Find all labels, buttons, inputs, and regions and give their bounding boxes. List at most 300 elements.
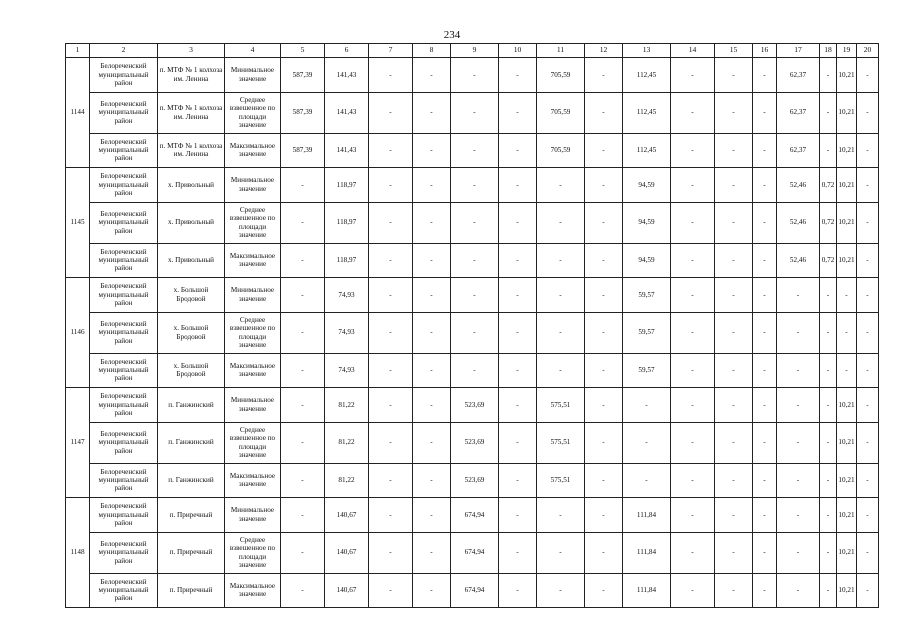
metric-cell: Среднее взвешенное по площади значение — [225, 92, 281, 133]
value-cell: - — [451, 58, 499, 93]
district-cell: Белореченский муниципальный район — [90, 353, 158, 388]
value-cell: 575,51 — [537, 422, 585, 463]
table-row — [66, 133, 879, 168]
value-cell: - — [623, 388, 671, 423]
value-cell: 52,46 — [777, 202, 820, 243]
value-cell: 10,21 — [837, 92, 857, 133]
value-cell: - — [413, 388, 451, 423]
value-cell: 523,69 — [451, 388, 499, 423]
value-cell: - — [777, 573, 820, 608]
value-cell: - — [413, 278, 451, 313]
value-cell: 10,21 — [837, 532, 857, 573]
table-row — [66, 202, 879, 243]
value-cell: - — [857, 168, 879, 203]
table-row — [66, 312, 879, 353]
value-cell: - — [537, 498, 585, 533]
value-cell: - — [671, 58, 715, 93]
value-cell: 94,59 — [623, 202, 671, 243]
value-cell: 575,51 — [537, 463, 585, 498]
metric-cell: Максимальное значение — [225, 353, 281, 388]
value-cell: - — [585, 532, 623, 573]
value-cell: 52,46 — [777, 168, 820, 203]
column-number-header: 2 — [90, 44, 158, 58]
value-cell: - — [671, 92, 715, 133]
locality-cell: п. Приречный — [158, 573, 225, 608]
value-cell: - — [537, 168, 585, 203]
locality-cell: п. Ганжинский — [158, 463, 225, 498]
value-cell: - — [820, 388, 837, 423]
value-cell: 0,72 — [820, 202, 837, 243]
value-cell: - — [820, 312, 837, 353]
value-cell: - — [715, 498, 753, 533]
district-cell: Белореченский муниципальный район — [90, 573, 158, 608]
metric-cell: Минимальное значение — [225, 168, 281, 203]
district-cell: Белореченский муниципальный район — [90, 312, 158, 353]
value-cell: 59,57 — [623, 312, 671, 353]
table-row — [66, 573, 879, 608]
value-cell: - — [820, 532, 837, 573]
value-cell: 118,97 — [325, 243, 369, 278]
value-cell: - — [857, 312, 879, 353]
value-cell: 10,21 — [837, 58, 857, 93]
value-cell: - — [369, 243, 413, 278]
value-cell: - — [837, 312, 857, 353]
value-cell: - — [777, 422, 820, 463]
column-number-header: 17 — [777, 44, 820, 58]
value-cell: - — [537, 312, 585, 353]
metric-cell: Среднее взвешенное по площади значение — [225, 532, 281, 573]
value-cell: - — [451, 243, 499, 278]
value-cell: - — [413, 498, 451, 533]
value-cell: - — [451, 312, 499, 353]
table-row — [66, 388, 879, 423]
value-cell: - — [585, 312, 623, 353]
value-cell: 140,67 — [325, 573, 369, 608]
value-cell: - — [820, 498, 837, 533]
value-cell: 674,94 — [451, 573, 499, 608]
value-cell: - — [585, 243, 623, 278]
district-cell: Белореченский муниципальный район — [90, 388, 158, 423]
value-cell: 587,39 — [281, 92, 325, 133]
metric-cell: Максимальное значение — [225, 243, 281, 278]
value-cell: 705,59 — [537, 58, 585, 93]
value-cell: - — [537, 532, 585, 573]
value-cell: - — [369, 532, 413, 573]
column-number-header: 11 — [537, 44, 585, 58]
value-cell: - — [281, 312, 325, 353]
column-number-header: 5 — [281, 44, 325, 58]
value-cell: - — [820, 573, 837, 608]
value-cell: - — [369, 168, 413, 203]
column-number-header: 8 — [413, 44, 451, 58]
value-cell: 112,45 — [623, 133, 671, 168]
value-cell: - — [753, 353, 777, 388]
value-cell: - — [715, 58, 753, 93]
value-cell: 118,97 — [325, 168, 369, 203]
district-cell: Белореченский муниципальный район — [90, 532, 158, 573]
locality-cell: п. Приречный — [158, 498, 225, 533]
value-cell: - — [715, 168, 753, 203]
value-cell: - — [281, 168, 325, 203]
value-cell: - — [369, 498, 413, 533]
value-cell: - — [369, 58, 413, 93]
value-cell: - — [857, 532, 879, 573]
value-cell: - — [499, 532, 537, 573]
value-cell: - — [715, 422, 753, 463]
district-cell: Белореченский муниципальный район — [90, 422, 158, 463]
value-cell: 59,57 — [623, 353, 671, 388]
value-cell: - — [499, 202, 537, 243]
value-cell: - — [585, 202, 623, 243]
value-cell: - — [715, 92, 753, 133]
value-cell: - — [671, 278, 715, 313]
record-id-cell: 1144 — [66, 58, 90, 168]
column-number-header: 4 — [225, 44, 281, 58]
value-cell: 141,43 — [325, 133, 369, 168]
table-row — [66, 463, 879, 498]
value-cell: - — [837, 278, 857, 313]
value-cell: - — [537, 573, 585, 608]
value-cell: - — [413, 243, 451, 278]
value-cell: - — [413, 353, 451, 388]
value-cell: - — [499, 388, 537, 423]
metric-cell: Среднее взвешенное по площади значение — [225, 202, 281, 243]
district-cell: Белореченский муниципальный район — [90, 278, 158, 313]
value-cell: - — [451, 168, 499, 203]
value-cell: - — [499, 243, 537, 278]
value-cell: - — [369, 463, 413, 498]
value-cell: 62,37 — [777, 92, 820, 133]
value-cell: - — [281, 353, 325, 388]
metric-cell: Максимальное значение — [225, 463, 281, 498]
value-cell: 81,22 — [325, 422, 369, 463]
value-cell: - — [369, 422, 413, 463]
value-cell: - — [671, 573, 715, 608]
value-cell: - — [753, 463, 777, 498]
record-id-cell: 1147 — [66, 388, 90, 498]
value-cell: - — [715, 202, 753, 243]
district-cell: Белореченский муниципальный район — [90, 463, 158, 498]
district-cell: Белореченский муниципальный район — [90, 58, 158, 93]
value-cell: - — [499, 353, 537, 388]
value-cell: - — [451, 92, 499, 133]
value-cell: - — [820, 58, 837, 93]
value-cell: 118,97 — [325, 202, 369, 243]
table-row — [66, 532, 879, 573]
value-cell: - — [753, 243, 777, 278]
value-cell: - — [369, 312, 413, 353]
value-cell: 10,21 — [837, 573, 857, 608]
value-cell: - — [585, 133, 623, 168]
value-cell: - — [753, 498, 777, 533]
value-cell: - — [715, 388, 753, 423]
table-row — [66, 243, 879, 278]
value-cell: - — [857, 573, 879, 608]
column-number-header: 20 — [857, 44, 879, 58]
value-cell: - — [777, 388, 820, 423]
value-cell: 111,84 — [623, 498, 671, 533]
value-cell: - — [451, 202, 499, 243]
value-cell: - — [413, 92, 451, 133]
district-cell: Белореченский муниципальный район — [90, 498, 158, 533]
locality-cell: п. Ганжинский — [158, 388, 225, 423]
value-cell: - — [820, 353, 837, 388]
value-cell: - — [413, 463, 451, 498]
value-cell: - — [777, 532, 820, 573]
value-cell: 10,21 — [837, 133, 857, 168]
value-cell: - — [857, 92, 879, 133]
value-cell: - — [281, 202, 325, 243]
value-cell: - — [623, 422, 671, 463]
value-cell: - — [671, 463, 715, 498]
value-cell: - — [820, 422, 837, 463]
value-cell: - — [671, 532, 715, 573]
page-number: 234 — [443, 29, 461, 41]
value-cell: - — [281, 422, 325, 463]
value-cell: - — [671, 133, 715, 168]
value-cell: - — [281, 573, 325, 608]
value-cell: 112,45 — [623, 92, 671, 133]
value-cell: - — [537, 278, 585, 313]
value-cell: - — [777, 312, 820, 353]
district-cell: Белореченский муниципальный район — [90, 168, 158, 203]
value-cell: - — [585, 498, 623, 533]
value-cell: - — [715, 353, 753, 388]
value-cell: - — [777, 463, 820, 498]
value-cell: - — [715, 133, 753, 168]
value-cell: 111,84 — [623, 573, 671, 608]
metric-cell: Минимальное значение — [225, 58, 281, 93]
value-cell: - — [369, 388, 413, 423]
value-cell: - — [753, 202, 777, 243]
column-number-header: 19 — [837, 44, 857, 58]
value-cell: - — [857, 278, 879, 313]
value-cell: - — [585, 353, 623, 388]
value-cell: - — [369, 353, 413, 388]
value-cell: - — [753, 58, 777, 93]
value-cell: - — [451, 278, 499, 313]
data-table — [65, 43, 879, 608]
value-cell: 94,59 — [623, 243, 671, 278]
record-id-cell: 1148 — [66, 498, 90, 608]
value-cell: - — [585, 278, 623, 313]
value-cell: 10,21 — [837, 422, 857, 463]
value-cell: - — [753, 168, 777, 203]
metric-cell: Среднее взвешенное по площади значение — [225, 422, 281, 463]
value-cell: - — [281, 532, 325, 573]
value-cell: - — [451, 353, 499, 388]
value-cell: - — [585, 168, 623, 203]
value-cell: - — [413, 202, 451, 243]
value-cell: 62,37 — [777, 133, 820, 168]
value-cell: 587,39 — [281, 58, 325, 93]
value-cell: - — [281, 243, 325, 278]
value-cell: - — [820, 133, 837, 168]
value-cell: 81,22 — [325, 388, 369, 423]
value-cell: - — [671, 168, 715, 203]
value-cell: - — [413, 133, 451, 168]
value-cell: - — [777, 278, 820, 313]
value-cell: - — [585, 58, 623, 93]
value-cell: 74,93 — [325, 353, 369, 388]
metric-cell: Среднее взвешенное по площади значение — [225, 312, 281, 353]
value-cell: - — [777, 353, 820, 388]
value-cell: - — [671, 243, 715, 278]
locality-cell: х. Большой Бродовой — [158, 278, 225, 313]
column-number-header: 14 — [671, 44, 715, 58]
value-cell: 62,37 — [777, 58, 820, 93]
value-cell: - — [585, 388, 623, 423]
value-cell: - — [413, 312, 451, 353]
metric-cell: Минимальное значение — [225, 498, 281, 533]
value-cell: - — [281, 278, 325, 313]
value-cell: - — [623, 463, 671, 498]
value-cell: - — [499, 498, 537, 533]
value-cell: - — [451, 133, 499, 168]
value-cell: - — [413, 532, 451, 573]
value-cell: - — [499, 278, 537, 313]
value-cell: - — [281, 388, 325, 423]
value-cell: 111,84 — [623, 532, 671, 573]
value-cell: - — [369, 278, 413, 313]
value-cell: 94,59 — [623, 168, 671, 203]
value-cell: 10,21 — [837, 243, 857, 278]
table-row — [66, 422, 879, 463]
value-cell: 0,72 — [820, 168, 837, 203]
locality-cell: х. Большой Бродовой — [158, 353, 225, 388]
value-cell: - — [585, 92, 623, 133]
value-cell: - — [499, 168, 537, 203]
value-cell: - — [857, 463, 879, 498]
value-cell: - — [369, 573, 413, 608]
value-cell: - — [857, 422, 879, 463]
value-cell: - — [715, 243, 753, 278]
value-cell: - — [753, 573, 777, 608]
value-cell: 10,21 — [837, 388, 857, 423]
value-cell: - — [499, 133, 537, 168]
column-number-header: 16 — [753, 44, 777, 58]
locality-cell: п. Приречный — [158, 532, 225, 573]
value-cell: - — [715, 532, 753, 573]
value-cell: 59,57 — [623, 278, 671, 313]
value-cell: 140,67 — [325, 498, 369, 533]
value-cell: 112,45 — [623, 58, 671, 93]
value-cell: 674,94 — [451, 498, 499, 533]
value-cell: 10,21 — [837, 168, 857, 203]
column-number-header: 3 — [158, 44, 225, 58]
value-cell: - — [499, 422, 537, 463]
value-cell: 81,22 — [325, 463, 369, 498]
locality-cell: х. Привольный — [158, 168, 225, 203]
value-cell: - — [413, 422, 451, 463]
district-cell: Белореченский муниципальный район — [90, 243, 158, 278]
table-row — [66, 168, 879, 203]
district-cell: Белореченский муниципальный район — [90, 202, 158, 243]
value-cell: - — [499, 58, 537, 93]
column-number-header: 15 — [715, 44, 753, 58]
metric-cell: Максимальное значение — [225, 133, 281, 168]
metric-cell: Минимальное значение — [225, 388, 281, 423]
value-cell: - — [537, 243, 585, 278]
value-cell: 141,43 — [325, 92, 369, 133]
value-cell: 52,46 — [777, 243, 820, 278]
table-row — [66, 58, 879, 93]
value-cell: - — [820, 463, 837, 498]
value-cell: - — [671, 498, 715, 533]
value-cell: 74,93 — [325, 278, 369, 313]
value-cell: - — [499, 312, 537, 353]
value-cell: - — [753, 422, 777, 463]
value-cell: - — [837, 353, 857, 388]
table-row — [66, 278, 879, 313]
value-cell: 141,43 — [325, 58, 369, 93]
value-cell: - — [585, 422, 623, 463]
value-cell: - — [857, 353, 879, 388]
value-cell: - — [715, 278, 753, 313]
value-cell: - — [499, 92, 537, 133]
value-cell: - — [369, 133, 413, 168]
value-cell: - — [671, 312, 715, 353]
metric-cell: Максимальное значение — [225, 573, 281, 608]
value-cell: 575,51 — [537, 388, 585, 423]
header-row — [66, 44, 879, 58]
value-cell: - — [413, 168, 451, 203]
value-cell: 10,21 — [837, 463, 857, 498]
column-number-header: 12 — [585, 44, 623, 58]
value-cell: 10,21 — [837, 202, 857, 243]
value-cell: 74,93 — [325, 312, 369, 353]
value-cell: - — [753, 312, 777, 353]
value-cell: - — [753, 92, 777, 133]
district-cell: Белореченский муниципальный район — [90, 92, 158, 133]
locality-cell: п. МТФ № 1 колхоза им. Ленина — [158, 58, 225, 93]
locality-cell: п. МТФ № 1 колхоза им. Ленина — [158, 133, 225, 168]
value-cell: - — [715, 463, 753, 498]
value-cell: - — [537, 353, 585, 388]
table-row — [66, 92, 879, 133]
value-cell: 523,69 — [451, 422, 499, 463]
value-cell: 140,67 — [325, 532, 369, 573]
value-cell: - — [585, 463, 623, 498]
record-id-cell: 1145 — [66, 168, 90, 278]
value-cell: - — [369, 92, 413, 133]
locality-cell: х. Большой Бродовой — [158, 312, 225, 353]
metric-cell: Минимальное значение — [225, 278, 281, 313]
column-number-header: 1 — [66, 44, 90, 58]
value-cell: - — [671, 422, 715, 463]
value-cell: - — [753, 388, 777, 423]
table-row — [66, 498, 879, 533]
value-cell: - — [499, 463, 537, 498]
column-number-header: 13 — [623, 44, 671, 58]
value-cell: 0,72 — [820, 243, 837, 278]
value-cell: - — [671, 388, 715, 423]
value-cell: - — [369, 202, 413, 243]
value-cell: - — [820, 278, 837, 313]
value-cell: - — [857, 202, 879, 243]
value-cell: 674,94 — [451, 532, 499, 573]
value-cell: - — [413, 58, 451, 93]
value-cell: - — [715, 573, 753, 608]
value-cell: - — [777, 498, 820, 533]
column-number-header: 7 — [369, 44, 413, 58]
value-cell: - — [671, 202, 715, 243]
locality-cell: п. МТФ № 1 колхоза им. Ленина — [158, 92, 225, 133]
value-cell: - — [857, 243, 879, 278]
column-number-header: 18 — [820, 44, 837, 58]
value-cell: 705,59 — [537, 92, 585, 133]
column-number-header: 10 — [499, 44, 537, 58]
